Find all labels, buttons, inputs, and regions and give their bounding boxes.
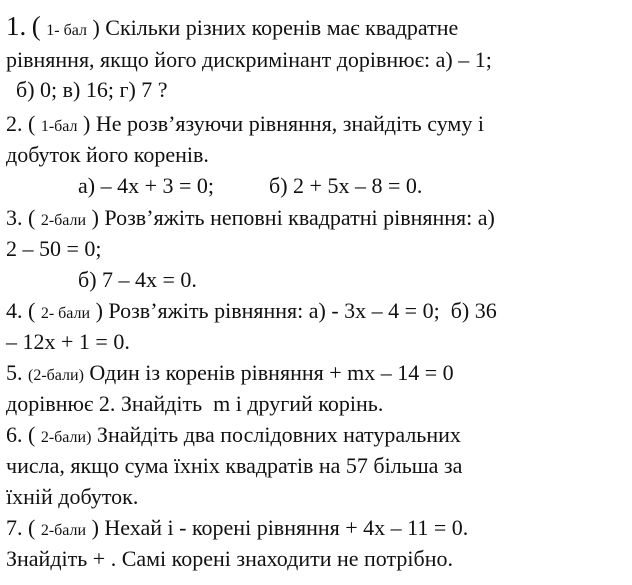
problem-1-text-1: Скільки різних коренів має квадратне	[105, 15, 459, 40]
problem-7-text-1: Нехай і - корені рівняння + 4х – 11 = 0.	[104, 515, 469, 540]
problem-5-line-2	[6, 390, 383, 418]
problem-6-text-1: Знайдіть два послідовних натуральних	[96, 422, 461, 447]
problem-3-points: 2-бали	[40, 212, 87, 229]
problem-2-line-1: 2. ( 1-бал ) Не розв’язуючи рівняння, знайдіть суму і	[6, 111, 484, 136]
problem-3-line-2	[6, 235, 102, 263]
problem-6-text-3: їхній добуток.	[6, 484, 139, 509]
problem-7-line-2	[6, 545, 453, 573]
problem-4-text-1: Розв’яжіть рівняння: а) - 3х – 4 = 0; б) 36	[108, 298, 497, 323]
problem-2-text-2: добуток його коренів.	[6, 142, 209, 167]
problem-5-line-1: 5. (2-бали) Один із коренів рівняння + mx – 14 = 0	[6, 360, 454, 385]
problem-7-points: 2-бали	[40, 522, 87, 539]
problem-4-text-2: – 12х + 1 = 0.	[6, 329, 130, 354]
problem-5-number: 5.	[6, 360, 23, 385]
problem-2-line-2	[6, 141, 209, 169]
problem-1-number: 1.	[6, 11, 27, 41]
problem-4-number: 4.	[6, 298, 23, 323]
problem-3-number: 3.	[6, 205, 23, 230]
problem-7-line-1: 7. ( 2-бали ) Нехай і - корені рівняння + 4х – 11 = 0.	[6, 515, 469, 540]
problem-6-line-3	[6, 483, 138, 511]
problem-5-text-1: Один із коренів рівняння + mx – 14 = 0	[89, 360, 454, 385]
problem-6-points: 2-бали	[40, 429, 87, 446]
problem-3-text-1: Розв’яжіть неповні квадратні рівняння: а)	[104, 205, 495, 230]
problem-3-text-2: 2 – 50 = 0;	[6, 236, 102, 261]
problem-2-number: 2.	[6, 111, 23, 136]
problem-2-equations: а) – 4х + 3 = 0; б) 2 + 5х – 8 = 0.	[78, 173, 423, 198]
problem-1-line-3	[16, 76, 168, 104]
problem-5-text-2: дорівнює 2. Знайдіть m і другий корінь.	[6, 391, 384, 416]
problem-1-options: б) 0; в) 16; г) 7 ?	[16, 77, 168, 102]
problem-6-text-2: числа, якщо сума їхніх квадратів на 57 більша за	[6, 453, 463, 478]
problem-2-points: 1-бал	[40, 118, 78, 135]
problem-4-line-1: 4. ( 2- бали ) Розв’яжіть рівняння: а) - 3х – 4 = 0; б) 36	[6, 298, 497, 323]
problem-3-line-3	[78, 266, 197, 294]
problem-7-text-2: Знайдіть + . Самі корені знаходити не потрібно.	[6, 546, 453, 571]
problem-2-line-3	[78, 172, 422, 200]
problem-3-text-3: б) 7 – 4х = 0.	[78, 267, 197, 292]
problem-5-points: 2-бали	[33, 367, 79, 384]
problem-1-line-2	[6, 46, 492, 74]
problem-4-line-2	[6, 328, 130, 356]
problem-1-line-1: 1. ( 1- бал ) Скільки різних коренів має квадратне	[6, 11, 459, 41]
problem-6-line-1: 6. ( 2-бали) Знайдіть два послідовних натуральних	[6, 422, 461, 447]
problem-1-points: 1- бал	[46, 22, 87, 39]
problem-3-line-1: 3. ( 2-бали ) Розв’яжіть неповні квадратні рівняння: а)	[6, 205, 495, 230]
problem-6-number: 6.	[6, 422, 23, 447]
problem-6-line-2	[6, 452, 462, 480]
problem-7-number: 7.	[6, 515, 23, 540]
problem-4-points: 2- бали	[40, 305, 91, 322]
problem-2-text-1: Не розв’язуючи рівняння, знайдіть суму і	[95, 111, 484, 136]
problem-1-text-2: рівняння, якщо його дискримінант дорівнює: а) – 1;	[6, 47, 492, 72]
